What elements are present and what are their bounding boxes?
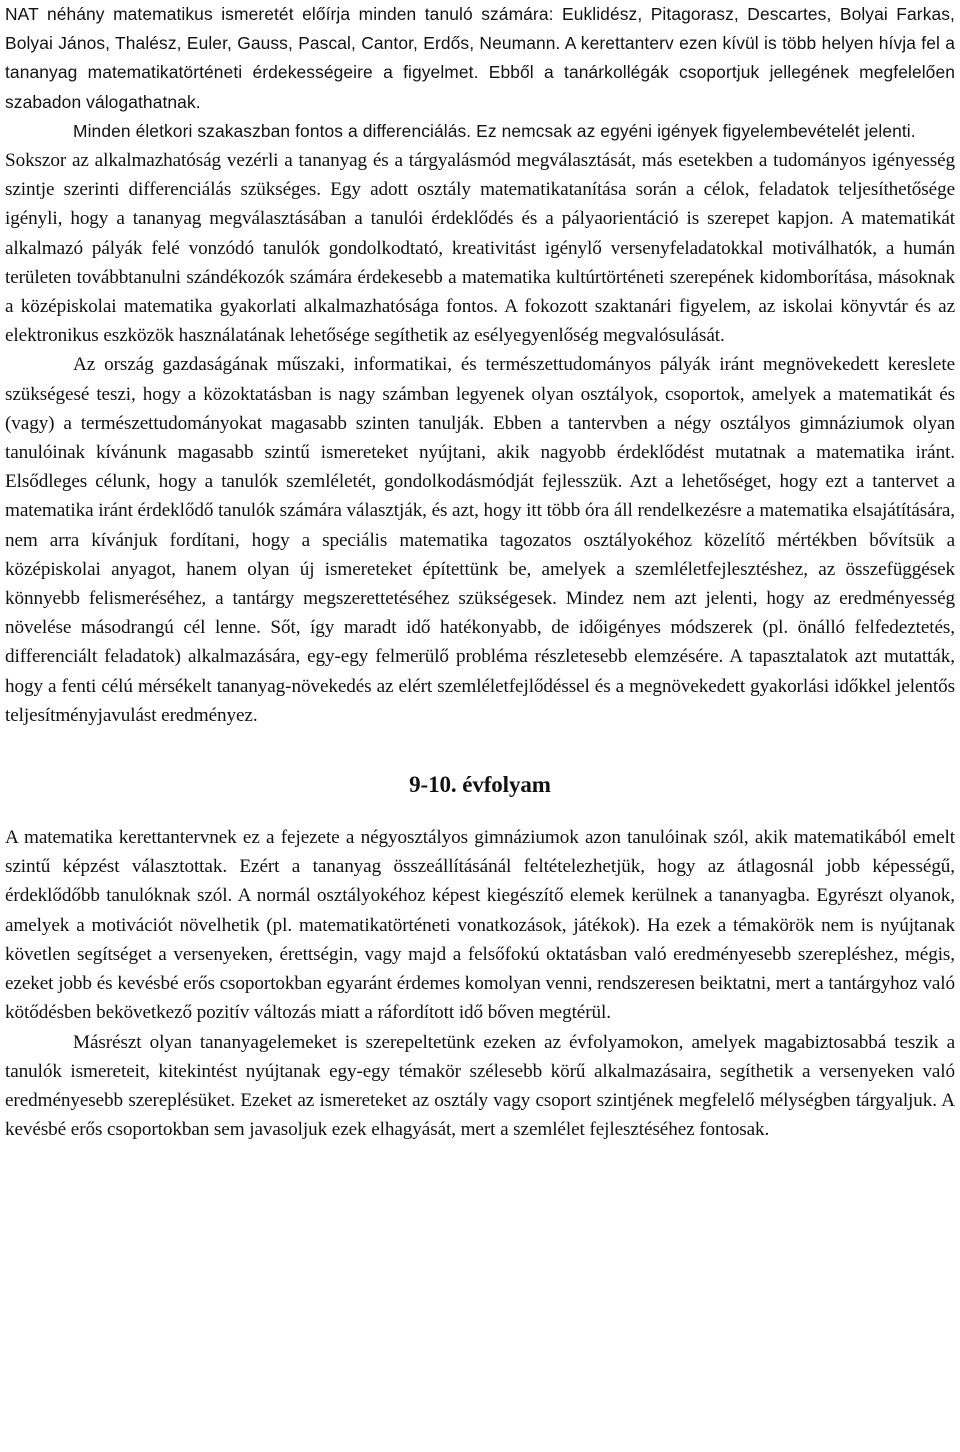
section-heading: 9-10. évfolyam (409, 772, 551, 798)
paragraph-differentiation-intro: Minden életkori szakaszban fontos a differenciálás. Ez nemcsak az egyéni igények figyelembevételét jelenti. (73, 120, 916, 141)
paragraph-grade-intro: A matematika kerettantervnek ez a fejezete a négyosztályos gimnáziumok azon tanulóinak szól, akik matematikából emelt szintű képzést választottak. Ezért a tananyag összeállításánál feltételezhetjük, hogy az átlagosnál jobb képességű, érdeklődőbb tanulóknak szól. A normál osztályokéhoz képest kiegészítő elemek kerülnek a tananyagba. Egyrészt olyanok, amelyek a motivációt növelhetik (pl. matematikatörténeti vonatkozások, játékok). Ha ezek a témakörök nem is nyújtanak követlen segítséget a versenyeken, érettségin, vagy majd a felsőfokú oktatásban való eredményesebb szerepléshez, mégis, ezeket jobb és kevésbé erős csoportokban egyaránt érdemes komolyan venni, rendszeresen beiktatni, mert a tantárgyhoz való kötődésben bekövetkező pozitív változás miatt a ráfordított idő bőven megtérül. (5, 827, 955, 1024)
paragraph-economy: Az ország gazdaságának műszaki, informatikai, és természettudományos pályák iránt megnövekedett kereslete szükségesé teszi, hogy a közoktatásban is nagy számban legyenek olyan osztályok, csoportok, amelyek a matematikát és (vagy) a természettudományokat magasabb szinten tanulják. Ebben a tantervben a négy osztályos gimnáziumok olyan tanulóinak kívánunk magasabb szintű ismereteket nyújtani, akik nagyobb érdeklődést mutatnak a matematika iránt. Elsődleges célunk, hogy a tanulók szemléletét, gondolkodásmódját fejlesszük. Azt a lehetőséget, hogy ezt a tantervet a matematika iránt érdeklődő tanulók számára választják, és azt, hogy itt több óra áll rendelkezésre a matematika elsajátítására, nem arra kívánjuk fordítani, hogy a speciális matematika tagozatos osztályokéhoz közelítő mértékben bővítsük a középiskolai anyagot, hanem olyan új ismereteket építettünk be, amelyek a szemléletfejlesztéshez, az összefüggések könnyebb felismeréséhez, a tantárgy megszerettetéséhez szükségesek. Mindez nem azt jelenti, hogy az eredményesség növelése másodrangú cél lenne. Sőt, így maradt idő hatékonyabb, de időigényes módszerek (pl. önálló felfedeztetés, differenciált feladatok) alkalmazására, egy-egy felmerülő probléma részletesebb elemzésére. A tapasztalatok azt mutatták, hogy a fenti célú mérsékelt tananyag-növekedés az elért szemléletfejlődéssel és a megnövekedett gyakorlási időkkel jelentős teljesítményjavulást eredményez. (5, 354, 955, 726)
paragraph-mathematicians: NAT néhány matematikus ismeretét előírja minden tanuló számára: Euklidész, Pitagorasz, Descartes, Bolyai Farkas, Bolyai János, Thalész, Euler, Gauss, Pascal, Cantor, Erdős, Neumann. A kerettanterv ezen kívül is több helyen hívja fel a tananyag matematikatörténeti érdekességeire a figyelmet. Ebből a tanárkollégák csoportjuk jellegének megfelelően szabadon válogathatnak. (5, 4, 955, 112)
paragraph-differentiation: Sokszor az alkalmazhatóság vezérli a tananyag és a tárgyalásmód megválasztását, más esetekben a tudományos igényesség szintje szerinti differenciálás szükséges. Egy adott osztály matematikatanítása során a célok, feladatok teljesíthetősége igényli, hogy a tananyag megválasztásában a tanulói érdeklődés és a pályaorientáció is szerepet kapjon. A matematikát alkalmazó pályák felé vonzódó tanulók gondolkodtató, kreativitást igénylő versenyfeladatokkal motiválhatók, a humán területen továbbtanulni szándékozók számára érdekesebb a matematika kultúrtörténeti szerepének kidomborítása, másoknak a középiskolai matematika gyakorlati alkalmazhatósága fontos. A fokozott szaktanári figyelem, az iskolai könyvtár és az elektronikus eszközök használatának lehetősége segíthetik az esélyegyenlőség megvalósulását. (5, 150, 955, 347)
document-page (5, 0, 955, 1144)
paragraph-grade-elements: Másrészt olyan tananyagelemeket is szerepeltetünk ezeken az évfolyamokon, amelyek magabiztosabbá teszik a tanulók ismereteit, kitekintést nyújtanak egy-egy témakör szélesebb körű alkalmazásaira, segíthetik a versenyeken való eredményesebb szereplésüket. Ezeket az ismereteket az osztály vagy csoport szintjének megfelelő mélységben tárgyaljuk. A kevésbé erős csoportokban sem javasoljuk ezek elhagyását, mert a szemlélet fejlesztéséhez fontosak. (5, 1031, 955, 1141)
